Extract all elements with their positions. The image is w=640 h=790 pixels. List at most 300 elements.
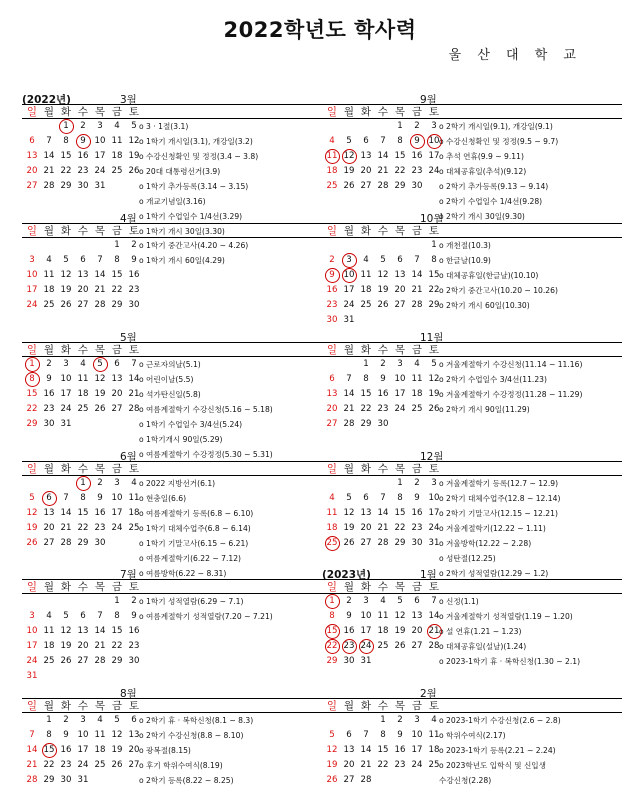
weekday-label: 토 (128, 581, 140, 593)
calendar-date: 30 (128, 656, 140, 666)
calendar-date: 28 (377, 538, 389, 548)
calendar-date: 13 (111, 374, 123, 384)
month-block (322, 567, 622, 666)
calendar-date: 23 (411, 523, 423, 533)
calendar-date: 16 (77, 151, 89, 161)
calendar-date: 30 (411, 538, 423, 548)
weekday-label: 일 (26, 344, 38, 356)
calendar-date: 15 (111, 626, 123, 636)
weekday-label: 금 (411, 225, 423, 237)
calendar-date: 28 (360, 775, 372, 785)
calendar-date: 4 (46, 611, 52, 621)
calendar-date: 18 (411, 389, 423, 399)
weekday-label: 월 (43, 463, 55, 475)
calendar-date: 9 (397, 730, 403, 740)
calendar-date: 21 (94, 641, 106, 651)
calendar-date: 14 (377, 151, 389, 161)
calendar-date: 30 (377, 419, 389, 429)
weekday-header (322, 579, 622, 594)
event-item: o 개교기념일(3.16) (139, 197, 206, 206)
calendar-date: 3 (29, 611, 35, 621)
event-item: o 여름계절학기 성적열람(7.20 ~ 7.21) (139, 612, 273, 621)
calendar-date: 15 (26, 389, 38, 399)
month-block (322, 330, 622, 429)
weekday-label: 화 (360, 225, 372, 237)
weekday-label: 수 (77, 700, 89, 712)
calendar-date: 24 (394, 404, 406, 414)
weekday-label: 일 (326, 581, 338, 593)
calendar-date: 31 (428, 538, 440, 548)
calendar-date: 11 (411, 374, 423, 384)
calendar-date: 7 (414, 255, 420, 265)
calendar-date: 5 (29, 493, 35, 503)
calendar-date: 24 (411, 760, 423, 770)
calendar-date: 18 (43, 641, 55, 651)
weekday-label: 일 (26, 581, 38, 593)
event-item: o 수강신청확인 및 정정(9.5 ~ 9.7) (439, 137, 559, 146)
calendar-date: 19 (343, 523, 355, 533)
calendar-date: 25 (43, 300, 55, 310)
month-label: 4월 (120, 213, 137, 225)
weekday-label: 토 (428, 581, 440, 593)
calendar-date: 11 (43, 270, 55, 280)
calendar-date: 22 (43, 760, 55, 770)
calendar-date: 17 (111, 508, 123, 518)
calendar-date: 16 (60, 745, 72, 755)
weekday-header (322, 698, 622, 713)
calendar-date: 12 (343, 508, 355, 518)
holiday-date: 1 (24, 357, 40, 372)
calendar-date: 5 (397, 596, 403, 606)
weekday-label: 일 (26, 700, 38, 712)
calendar-date: 2 (97, 478, 103, 488)
event-item: o 1학기 성적열람(6.29 ~ 7.1) (139, 597, 244, 606)
holiday-date: 8 (24, 372, 40, 387)
weekday-label: 금 (411, 106, 423, 118)
calendar-date: 6 (363, 136, 369, 146)
calendar-date: 7 (346, 374, 352, 384)
holiday-date: 25 (324, 536, 340, 551)
calendar-date: 27 (411, 641, 423, 651)
calendar-date: 6 (131, 715, 137, 725)
calendar-date: 27 (360, 181, 372, 191)
event-item: o 2학기 개시일(9.1), 개강일(9.1) (439, 122, 553, 131)
weekday-label: 월 (343, 700, 355, 712)
calendar-date: 25 (377, 641, 389, 651)
calendar-date: 4 (46, 255, 52, 265)
event-item: o 개천절(10.3) (439, 241, 491, 250)
calendar-date: 8 (114, 611, 120, 621)
month-label: 6월 (120, 451, 137, 463)
weekday-label: 토 (428, 463, 440, 475)
holiday-date: 23 (341, 639, 357, 654)
calendar-date: 16 (128, 270, 140, 280)
weekday-label: 수 (77, 106, 89, 118)
calendar-date: 11 (77, 374, 89, 384)
calendar-date: 7 (380, 136, 386, 146)
calendar-date: 6 (346, 730, 352, 740)
event-item: o 2학기 성적열람(12.29 ~ 1.2) (439, 569, 549, 578)
calendar-date: 6 (397, 255, 403, 265)
event-item: o 2023-1학기 휴 · 복학신청(1.30 ~ 2.1) (439, 657, 581, 666)
month-label: 3월 (120, 94, 137, 106)
event-item: o 학위수여식(2.17) (439, 731, 506, 740)
calendar-date: 10 (94, 136, 106, 146)
weekday-label: 화 (60, 700, 72, 712)
calendar-date: 19 (343, 166, 355, 176)
calendar-date: 17 (77, 745, 89, 755)
calendar-date: 26 (343, 538, 355, 548)
calendar-date: 2 (346, 596, 352, 606)
weekday-label: 수 (77, 344, 89, 356)
event-item: o 여름계절학기(6.22 ~ 7.12) (139, 554, 242, 563)
calendar-date: 25 (94, 760, 106, 770)
calendar-date: 20 (343, 760, 355, 770)
weekday-label: 수 (377, 344, 389, 356)
calendar-date: 19 (60, 285, 72, 295)
weekday-label: 토 (128, 225, 140, 237)
university-name: 울 산 대 학 교 (448, 48, 582, 63)
calendar-date: 4 (363, 255, 369, 265)
calendar-date: 25 (360, 300, 372, 310)
calendar-date: 23 (411, 166, 423, 176)
calendar-date: 10 (394, 374, 406, 384)
calendar-date: 15 (111, 270, 123, 280)
calendar-date: 31 (77, 775, 89, 785)
event-item: o 2학기 개시 30일(9.30) (439, 212, 525, 221)
calendar-date: 24 (428, 523, 440, 533)
weekday-label: 화 (60, 106, 72, 118)
calendar-date: 14 (411, 270, 423, 280)
calendar-date: 11 (128, 493, 140, 503)
calendar-date: 29 (360, 419, 372, 429)
weekday-label: 월 (343, 581, 355, 593)
calendar-date: 25 (326, 181, 338, 191)
calendar-date: 26 (343, 181, 355, 191)
calendar-date: 16 (326, 285, 338, 295)
calendar-date: 9 (131, 255, 137, 265)
calendar-date: 27 (77, 300, 89, 310)
holiday-date: 24 (358, 639, 374, 654)
calendar-date: 24 (26, 656, 38, 666)
calendar-date: 26 (26, 538, 38, 548)
calendar-date: 27 (111, 404, 123, 414)
calendar-date: 23 (377, 404, 389, 414)
calendar-date: 3 (97, 121, 103, 131)
event-item: o 2학기 등록(8.22 ~ 8.25) (139, 776, 234, 785)
weekday-label: 목 (394, 225, 406, 237)
weekday-label: 월 (43, 225, 55, 237)
calendar-date: 5 (114, 715, 120, 725)
calendar-date: 17 (360, 626, 372, 636)
calendar-date: 1 (363, 359, 369, 369)
month-block (322, 686, 622, 785)
calendar-date: 19 (128, 151, 140, 161)
calendar-date: 15 (394, 151, 406, 161)
calendar-date: 17 (411, 745, 423, 755)
calendar-date: 19 (94, 389, 106, 399)
calendar-date: 23 (60, 760, 72, 770)
calendar-date: 6 (363, 493, 369, 503)
month-header (322, 92, 622, 104)
calendar-date: 28 (43, 181, 55, 191)
event-item: o 1학기 대체수업주(6.8 ~ 6.14) (139, 524, 251, 533)
calendar-date: 9 (131, 611, 137, 621)
weekday-label: 수 (377, 106, 389, 118)
weekday-label: 목 (94, 344, 106, 356)
calendar-date: 20 (77, 285, 89, 295)
calendar-date: 1 (114, 240, 120, 250)
event-item: o 2023-1학기 등록(2.21 ~ 2.24) (439, 746, 556, 755)
weekday-label: 일 (326, 106, 338, 118)
calendar-date: 1 (380, 715, 386, 725)
calendar-date: 6 (29, 136, 35, 146)
calendar-date: 12 (394, 611, 406, 621)
event-item: 수강신청(2.28) (439, 776, 492, 785)
month-header (322, 330, 622, 342)
calendar-date: 6 (114, 359, 120, 369)
event-item: o 겨울계절학기 성적열람(1.19 ~ 1.20) (439, 612, 573, 621)
calendar-date: 18 (111, 151, 123, 161)
event-item: o 추석 연휴(9.9 ~ 9.11) (439, 152, 524, 161)
weekday-label: 금 (411, 700, 423, 712)
calendar-date: 10 (60, 374, 72, 384)
calendar-date: 23 (128, 285, 140, 295)
calendar-date: 17 (60, 389, 72, 399)
calendar-date: 19 (377, 285, 389, 295)
calendar-date: 11 (111, 136, 123, 146)
calendar-date: 18 (326, 523, 338, 533)
weekday-label: 화 (60, 581, 72, 593)
calendar-date: 2 (380, 359, 386, 369)
calendar-date: 22 (360, 404, 372, 414)
calendar-date: 20 (77, 641, 89, 651)
calendar-date: 23 (43, 404, 55, 414)
calendar-date: 8 (63, 136, 69, 146)
month-label: 7월 (120, 569, 137, 581)
calendar-date: 13 (394, 270, 406, 280)
event-item: o 수강신청확인 및 정정(3.4 ~ 3.8) (139, 152, 259, 161)
weekday-label: 수 (377, 700, 389, 712)
holiday-date: 12 (341, 149, 357, 164)
event-item: o 한글날(10.9) (439, 256, 491, 265)
calendar-date: 21 (94, 285, 106, 295)
calendar-date: 22 (77, 523, 89, 533)
calendar-date: 19 (428, 389, 440, 399)
calendar-date: 5 (346, 493, 352, 503)
calendar-date: 14 (377, 508, 389, 518)
calendar-date: 28 (26, 775, 38, 785)
calendar-date: 9 (46, 374, 52, 384)
event-item: o 2023-1학기 수강신청(2.6 ~ 2.8) (439, 716, 561, 725)
calendar-date: 8 (114, 255, 120, 265)
event-item: o 2학기 중간고사(10.20 ~ 10.26) (439, 286, 558, 295)
weekday-label: 금 (111, 344, 123, 356)
event-item: o 2학기 개시 90일(11.29) (439, 405, 530, 414)
calendar-date: 6 (80, 255, 86, 265)
calendar-date: 25 (411, 404, 423, 414)
calendar-date: 31 (94, 181, 106, 191)
calendar-date: 2 (414, 121, 420, 131)
calendar-date: 16 (394, 745, 406, 755)
calendar-date: 26 (394, 641, 406, 651)
calendar-date: 15 (77, 508, 89, 518)
calendar-date: 29 (43, 775, 55, 785)
calendar-date: 19 (394, 626, 406, 636)
calendar-date: 22 (111, 285, 123, 295)
event-item: o 1학기 개시 30일(3.30) (139, 227, 225, 236)
calendar-date: 31 (360, 656, 372, 666)
weekday-label: 목 (394, 106, 406, 118)
weekday-label: 수 (377, 581, 389, 593)
calendar-date: 12 (111, 730, 123, 740)
calendar-date: 7 (380, 493, 386, 503)
calendar-date: 12 (60, 270, 72, 280)
holiday-date: 10 (426, 134, 442, 149)
calendar-date: 28 (60, 538, 72, 548)
calendar-date: 9 (97, 493, 103, 503)
calendar-date: 17 (343, 285, 355, 295)
calendar-date: 8 (397, 136, 403, 146)
calendar-date: 23 (326, 300, 338, 310)
calendar-date: 14 (43, 151, 55, 161)
calendar-date: 8 (329, 611, 335, 621)
calendar-date: 8 (397, 493, 403, 503)
event-item: o 여름계절학기 등록(6.8 ~ 6.10) (139, 509, 254, 518)
month-header (322, 686, 622, 698)
event-item: o 2학기 기말고사(12.15 ~ 12.21) (439, 509, 558, 518)
event-item: o 대체공휴일(설날)(1.24) (439, 642, 527, 651)
calendar-date: 10 (411, 730, 423, 740)
calendar-date: 2 (414, 478, 420, 488)
calendar-date: 10 (26, 270, 38, 280)
holiday-date: 5 (92, 357, 108, 372)
calendar-date: 1 (114, 596, 120, 606)
calendar-date: 27 (43, 538, 55, 548)
calendar-date: 6 (80, 611, 86, 621)
event-item: o 후기 학위수여식(8.19) (139, 761, 223, 770)
calendar-date: 26 (60, 300, 72, 310)
calendar-date: 13 (360, 151, 372, 161)
calendar-date: 7 (97, 611, 103, 621)
calendar-date: 5 (63, 255, 69, 265)
calendar-date: 14 (94, 626, 106, 636)
weekday-label: 토 (128, 463, 140, 475)
month-block (22, 211, 322, 310)
calendar-date: 24 (60, 404, 72, 414)
calendar-date: 14 (360, 745, 372, 755)
holiday-date: 15 (324, 624, 340, 639)
calendar-date: 24 (428, 166, 440, 176)
weekday-header (22, 698, 322, 713)
calendar-date: 13 (77, 270, 89, 280)
calendar-date: 30 (60, 775, 72, 785)
weekday-label: 수 (377, 463, 389, 475)
year-label: (2022년) (22, 94, 71, 106)
weekday-label: 화 (360, 106, 372, 118)
calendar-date: 9 (63, 730, 69, 740)
calendar-date: 26 (326, 775, 338, 785)
weekday-label: 화 (60, 463, 72, 475)
calendar-date: 21 (377, 166, 389, 176)
weekday-label: 수 (77, 581, 89, 593)
weekday-label: 목 (394, 581, 406, 593)
event-item: o 겨울계절학기 수강신청(11.14 ~ 11.16) (439, 360, 583, 369)
weekday-label: 수 (77, 463, 89, 475)
weekday-header (322, 342, 622, 357)
calendar-date: 12 (128, 136, 140, 146)
event-item: o 어린이날(5.5) (139, 375, 194, 384)
calendar-date: 13 (360, 508, 372, 518)
calendar-date: 12 (377, 270, 389, 280)
calendar-date: 30 (343, 656, 355, 666)
calendar-date: 8 (363, 374, 369, 384)
calendar-date: 26 (377, 300, 389, 310)
weekday-label: 월 (43, 581, 55, 593)
calendar-date: 18 (360, 285, 372, 295)
calendar-date: 2 (397, 715, 403, 725)
month-label: 12월 (420, 451, 444, 463)
month-header (322, 211, 622, 223)
calendar-date: 21 (128, 389, 140, 399)
calendar-date: 5 (131, 121, 137, 131)
calendar-date: 5 (346, 136, 352, 146)
calendar-date: 3 (363, 596, 369, 606)
weekday-label: 일 (326, 463, 338, 475)
calendar-date: 3 (29, 255, 35, 265)
event-item: o 1학기 수업일수 3/4선(5.24) (139, 420, 243, 429)
calendar-date: 4 (414, 359, 420, 369)
weekday-label: 화 (60, 225, 72, 237)
calendar-date: 13 (411, 611, 423, 621)
calendar-date: 27 (326, 419, 338, 429)
month-label: 2월 (420, 688, 437, 700)
calendar-date: 7 (46, 136, 52, 146)
holiday-date: 1 (324, 594, 340, 609)
calendar-date: 13 (43, 508, 55, 518)
calendar-date: 1 (46, 715, 52, 725)
month-label: 5월 (120, 332, 137, 344)
event-item: o 2학기 수업일수 1/4선(9.28) (439, 197, 543, 206)
weekday-label: 월 (43, 344, 55, 356)
calendar-date: 20 (128, 745, 140, 755)
calendar-date: 3 (114, 478, 120, 488)
weekday-label: 수 (377, 225, 389, 237)
calendar-date: 23 (128, 641, 140, 651)
calendar-date: 3 (63, 359, 69, 369)
weekday-label: 목 (94, 700, 106, 712)
event-item: o 설 연휴(1.21 ~ 1.23) (439, 627, 522, 636)
calendar-date: 17 (26, 641, 38, 651)
calendar-date: 9 (346, 611, 352, 621)
holiday-date: 3 (341, 253, 357, 268)
month-header (322, 449, 622, 461)
calendar-date: 16 (411, 508, 423, 518)
weekday-label: 토 (128, 700, 140, 712)
weekday-label: 토 (428, 344, 440, 356)
event-item: o 겨울계절학기(12.22 ~ 1.11) (439, 524, 546, 533)
calendar-date: 15 (428, 270, 440, 280)
month-label: 1월 (420, 569, 437, 581)
calendar-date: 25 (43, 656, 55, 666)
weekday-header (22, 223, 322, 238)
event-item: o 20대 대통령선거(3.9) (139, 167, 221, 176)
month-label: 8월 (120, 688, 137, 700)
weekday-label: 월 (343, 106, 355, 118)
calendar-date: 29 (394, 181, 406, 191)
weekday-label: 일 (326, 225, 338, 237)
weekday-label: 금 (411, 581, 423, 593)
